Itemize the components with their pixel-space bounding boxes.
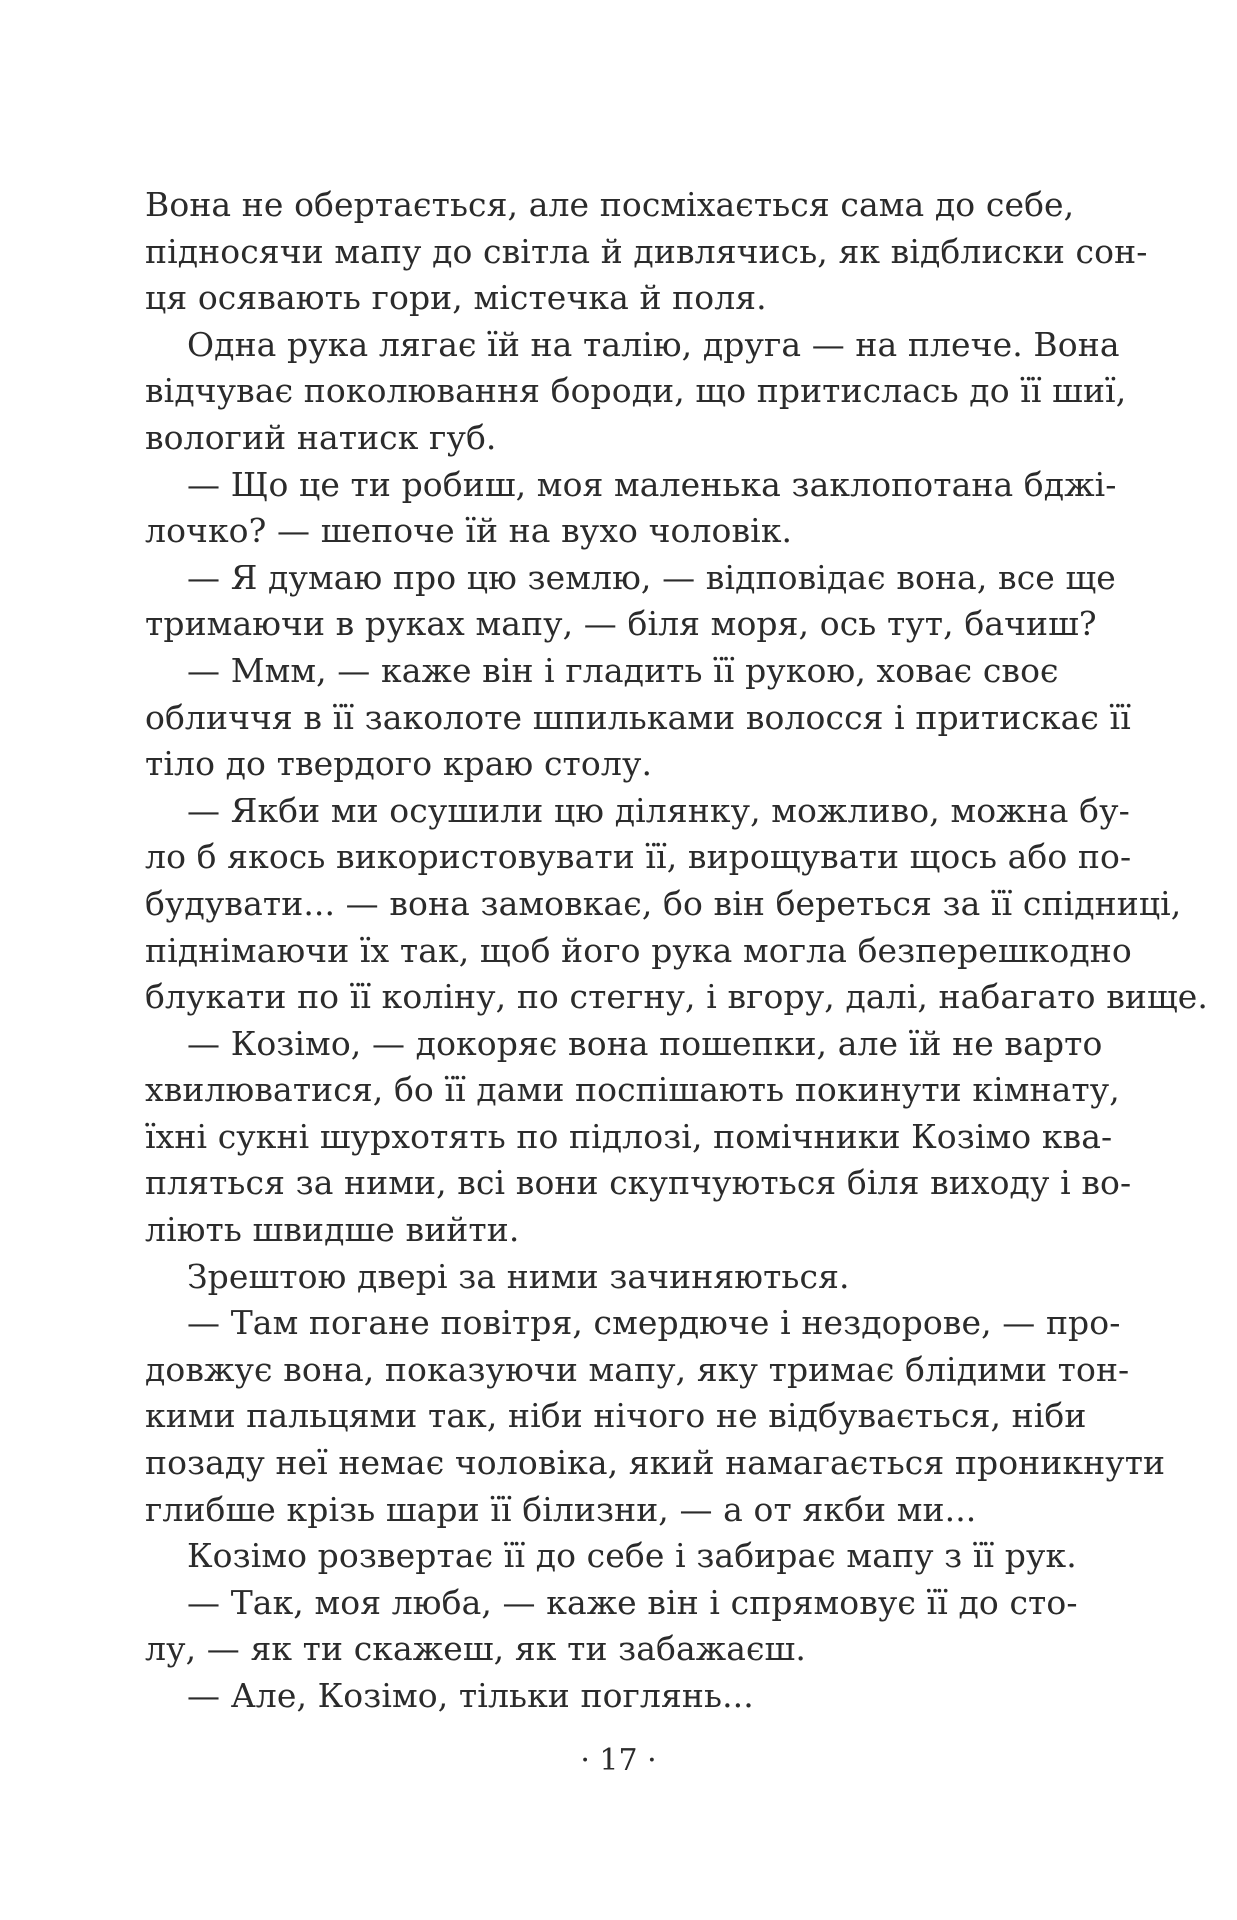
text-line: піднімаючи їх так, щоб його рука могла безперешкодно	[145, 930, 1132, 970]
text-line: — Там погане повітря, смердюче і нездорове, — про-	[187, 1303, 1121, 1343]
text-line: відчуває поколювання бороди, що притислась до її шиї,	[145, 371, 1127, 411]
text-line: обличчя в її заколоте шпильками волосся і притискає її	[145, 697, 1131, 737]
text-line: позаду неї немає чоловіка, який намагається проникнути	[145, 1443, 1166, 1483]
text-line: Вона не обертається, але посміхається сама до себе,	[145, 185, 1075, 224]
text-line: ло б якось використовувати її, вирощувати щось або по-	[145, 837, 1132, 877]
text-line: Одна рука лягає їй на талію, друга — на плече. Вона	[187, 324, 1120, 364]
text-line: — Козімо, — докоряє вона пошепки, але їй не варто	[187, 1023, 1103, 1063]
text-line: — Але, Козімо, тільки поглянь...	[187, 1676, 754, 1715]
text-line: Козімо розвертає її до себе і забирає мапу з її рук.	[187, 1536, 1077, 1576]
text-line: ця осявають гори, містечка й поля.	[145, 278, 767, 318]
text-line: кими пальцями так, ніби нічого не відбувається, ніби	[145, 1396, 1087, 1436]
text-line: Зрештою двері за ними зачиняються.	[187, 1256, 850, 1296]
text-line: хвилюватися, бо її дами поспішають покинути кімнату,	[145, 1070, 1120, 1110]
text-line: підносячи мапу до світла й дивлячись, як відблиски сон-	[145, 231, 1148, 271]
text-line: ліють швидше вийти.	[145, 1210, 520, 1250]
text-line: вологий натиск губ.	[145, 417, 497, 457]
text-line: — Якби ми осушили цю ділянку, можливо, можна бу-	[187, 790, 1130, 830]
text-line: їхні сукні шурхотять по підлозі, помічники Козімо ква-	[145, 1116, 1113, 1156]
text-line: пляться за ними, всі вони скупчуються біля виходу і во-	[145, 1163, 1132, 1203]
text-line: лу, — як ти скажеш, як ти забажаєш.	[145, 1629, 806, 1669]
page-number: · 17 ·	[580, 1743, 657, 1778]
text-line: довжує вона, показуючи мапу, яку тримає блідими тон-	[145, 1349, 1130, 1389]
text-line: будувати... — вона замовкає, бо він береться за її спідниці,	[145, 883, 1182, 923]
text-line: — Так, моя люба, — каже він і спрямовує її до сто-	[187, 1582, 1078, 1622]
text-line: тіло до твердого краю столу.	[145, 744, 653, 784]
text-line: — Що це ти робиш, моя маленька заклопотана бджі-	[187, 464, 1117, 504]
text-line: глибше крізь шари її білизни, — а от якби ми...	[145, 1489, 977, 1529]
text-line: блукати по її коліну, по стегну, і вгору, далі, набагато вище.	[145, 977, 1208, 1017]
text-line: — Ммм, — каже він і гладить її рукою, ховає своє	[187, 650, 1059, 690]
body-text	[145, 182, 1208, 1720]
text-line: лочко? — шепоче їй на вухо чоловік.	[145, 511, 793, 551]
text-line: — Я думаю про цю землю, — відповідає вона, все ще	[187, 557, 1116, 597]
text-line: тримаючи в руках мапу, — біля моря, ось тут, бачиш?	[145, 604, 1097, 644]
